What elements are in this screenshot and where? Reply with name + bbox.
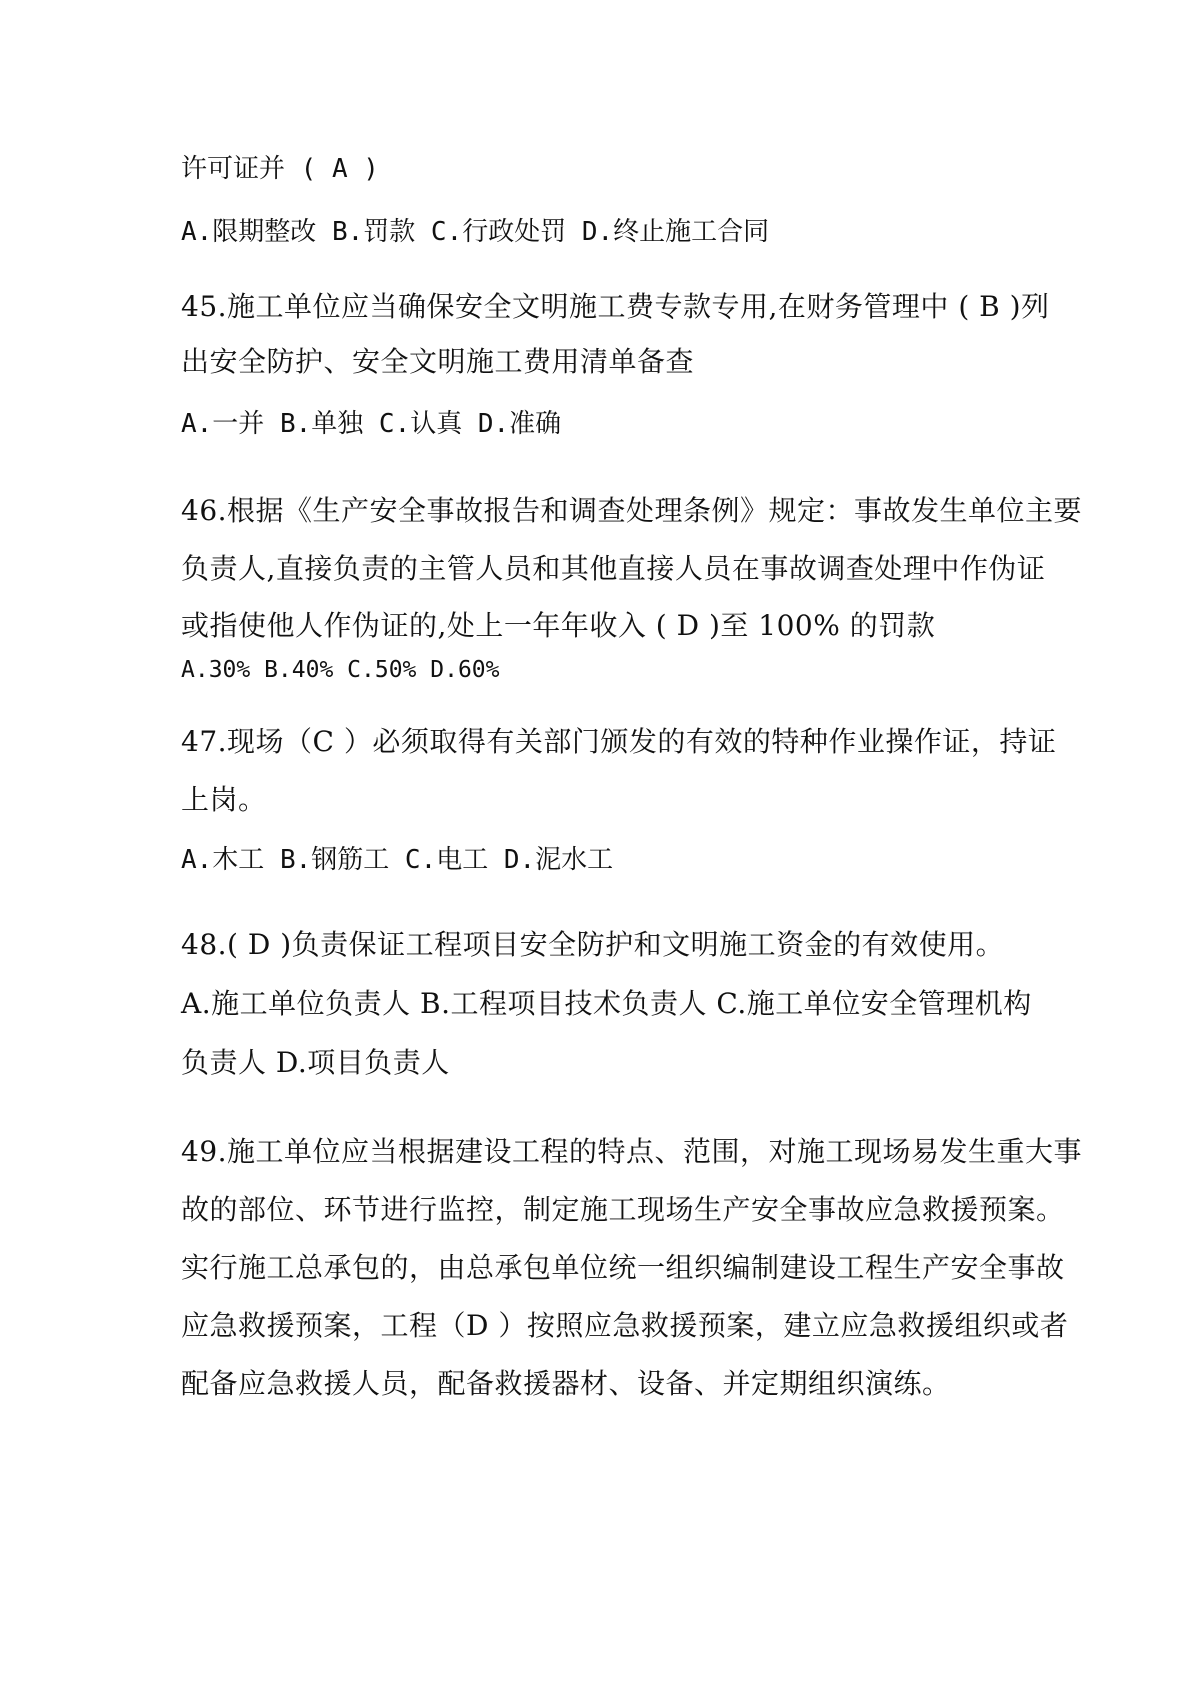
text-line: 负责人,直接负责的主管人员和其他直接人员在事故调查处理中作伪证 xyxy=(181,552,1046,585)
text-line: 应急救援预案，工程（D ）按照应急救援预案，建立应急救援组织或者 xyxy=(181,1309,1069,1342)
text-line: 上岗。 xyxy=(181,783,267,816)
text-line: 出安全防护、安全文明施工费用清单备查 xyxy=(181,345,695,378)
question-49-line: 49.施工单位应当根据建设工程的特点、范围，对施工现场易发生重大事 xyxy=(181,1135,1083,1168)
text-line: 实行施工总承包的，由总承包单位统一组织编制建设工程生产安全事故 xyxy=(181,1251,1065,1284)
options-line: A.30% B.40% C.50% D.60% xyxy=(181,657,500,683)
question-45-line: 45.施工单位应当确保安全文明施工费专款专用,在财务管理中 ( B )列 xyxy=(181,290,1050,323)
question-46-line: 46.根据《生产安全事故报告和调查处理条例》规定：事故发生单位主要 xyxy=(181,494,1083,527)
text-line: A.限期整改 B.罚款 C.行政处罚 D.终止施工合同 xyxy=(181,217,770,247)
text-line: 故的部位、环节进行监控，制定施工现场生产安全事故应急救援预案。 xyxy=(181,1193,1065,1226)
question-48-line: 48.( D )负责保证工程项目安全防护和文明施工资金的有效使用。 xyxy=(181,928,1005,961)
text-line: 配备应急救援人员，配备救援器材、设备、并定期组织演练。 xyxy=(181,1367,951,1400)
text-line: 或指使他人作伪证的,处上一年年收入 ( D )至 100% 的罚款 xyxy=(181,609,936,642)
text-line: 负责人 D.项目负责人 xyxy=(181,1046,450,1079)
options-line: A.一并 B.单独 C.认真 D.准确 xyxy=(181,409,562,439)
options-line: A.施工单位负责人 B.工程项目技术负责人 C.施工单位安全管理机构 xyxy=(181,987,1032,1020)
text-line: 许可证并 ( A ) xyxy=(181,154,379,184)
question-47-line: 47.现场（C ）必须取得有关部门颁发的有效的特种作业操作证，持证 xyxy=(181,725,1057,758)
options-line: A.木工 B.钢筋工 C.电工 D.泥水工 xyxy=(181,845,614,875)
